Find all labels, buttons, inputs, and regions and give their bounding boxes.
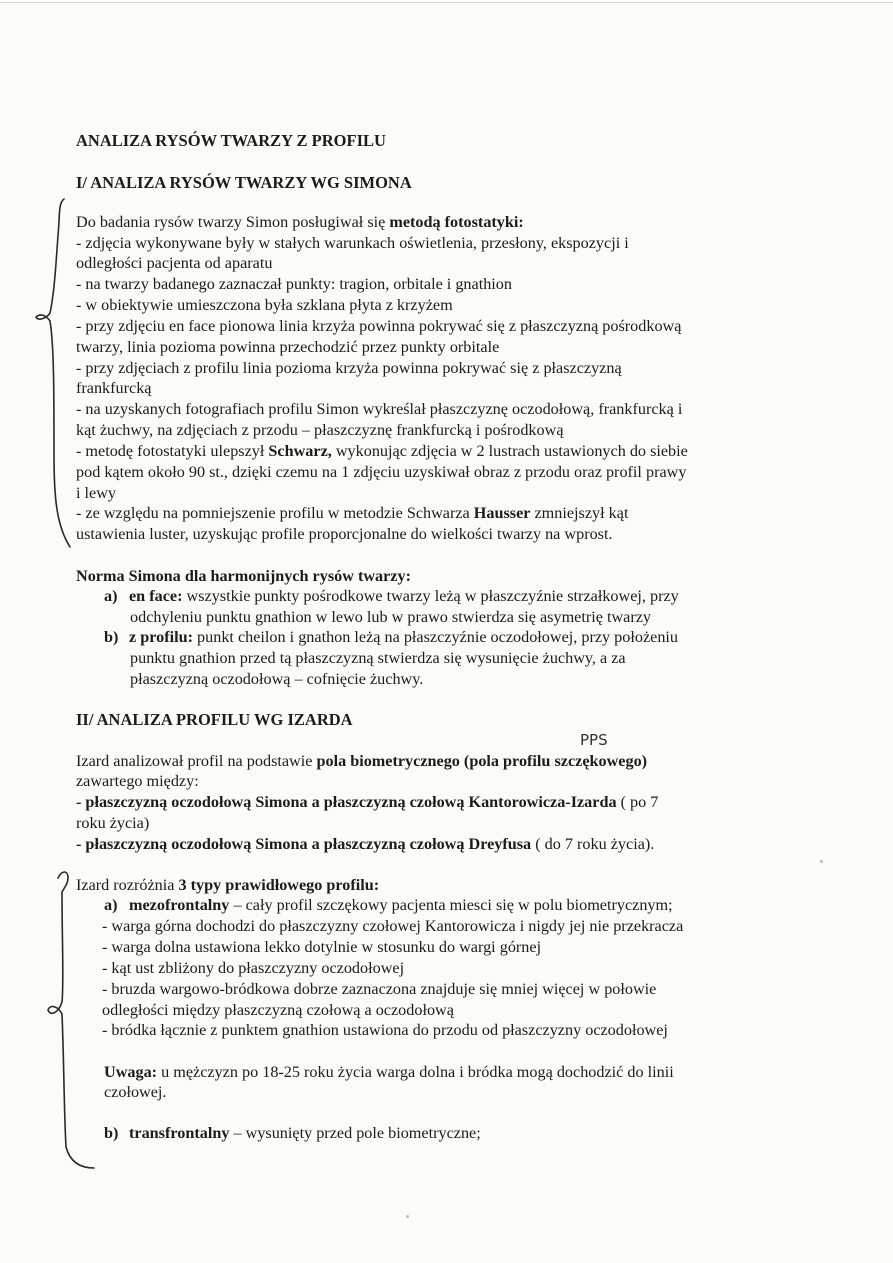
section1-heading: I/ ANALIZA RYSÓW TWARZY WG SIMONA [76, 173, 412, 192]
scan-speck [820, 860, 823, 863]
body-line: - kąt ust zbliżony do płaszczyzny oczodołowej [102, 959, 405, 977]
document-title: ANALIZA RYSÓW TWARZY Z PROFILU [76, 131, 386, 150]
body-line: - bródka łącznie z punktem gnathion ustawiona do przodu od płaszczyzny oczodołowej [102, 1021, 668, 1039]
hausser-line: - ze względu na pomniejszenie profilu w metodzie Schwarza Hausser zmniejszył kąt [76, 504, 629, 522]
body-line: odległości między płaszczyzną czołową a oczodołową [102, 1001, 454, 1019]
kantorowicz-line: - płaszczyzną oczodołową Simona a płaszczyzną czołową Kantorowicza-Izarda ( po 7 [76, 793, 659, 811]
handwritten-bracket-icon [20, 195, 80, 555]
body-line: - bruzda wargowo-bródkowa dobrze zaznaczona znajduje się mniej więcej w połowie [102, 980, 657, 998]
body-line: ustawienia luster, uzyskując profile proporcjonalne do wielkości twarzy na wprost. [76, 525, 613, 543]
body-line: - zdjęcia wykonywane były w stałych warunkach oświetlenia, przesłony, ekspozycji i [76, 234, 629, 252]
type-item-a: a) mezofrontalny – cały profil szczękowy pacjenta miesci się w polu biometrycznym; [104, 896, 673, 914]
norma-item-a: a) en face: wszystkie punkty pośrodkowe twarzy leżą w płaszczyźnie strzałkowej, przy [104, 587, 679, 605]
body-line: twarzy, linia pozioma powinna przechodzić przez punkty orbitale [76, 338, 500, 356]
body-line: - przy zdjęciu en face pionowa linia krzyża powinna pokrywać się z płaszczyzną pośrodkową [76, 317, 682, 335]
body-line: - na twarzy badanego zaznaczał punkty: tragion, orbitale i gnathion [76, 275, 512, 293]
body-line: czołowej. [104, 1083, 167, 1101]
dreyfus-line: - płaszczyzną oczodołową Simona a płaszczyzną czołową Dreyfusa ( do 7 roku życia). [76, 835, 655, 853]
scan-edge-line [0, 2, 893, 3]
body-line: odległości pacjenta od aparatu [76, 254, 273, 272]
body-line: punktu gnathion przed tą płaszczyzną stwierdza się wysunięcie żuchwy, a za [130, 649, 626, 667]
body-line: płaszczyzną oczodołową – cofnięcie żuchwy. [130, 670, 424, 688]
section2-heading: II/ ANALIZA PROFILU WG IZARDA [76, 710, 353, 729]
body-line: frankfurcką [76, 379, 152, 397]
type-item-b: b) transfrontalny – wysunięty przed pole biometryczne; [104, 1124, 481, 1142]
norma-item-b: b) z profilu: punkt cheilon i gnathon leżą na płaszczyźnie oczodołowej, przy położeniu [104, 628, 679, 646]
izard-line: Izard analizował profil na podstawie pola biometrycznego (pola profilu szczękowego) [76, 752, 648, 770]
types-line: Izard rozróżnia 3 typy prawidłowego profilu: [76, 876, 380, 894]
body-line: - na uzyskanych fotografiach profilu Simon wykreślał płaszczyznę oczodołową, frankfurcką i [76, 400, 683, 418]
body-line: i lewy [76, 484, 117, 502]
body-line: kąt żuchwy, na zdjęciach z przodu – płaszczyznę frankfurcką i pośrodkową [76, 421, 564, 439]
norma-heading: Norma Simona dla harmonijnych rysów twarzy: [76, 567, 411, 585]
body-line: - warga dolna ustawiona lekko dotylnie w stosunku do wargi górnej [102, 938, 542, 956]
schwarz-line: - metodę fotostatyki ulepszył Schwarz, wykonując zdjęcia w 2 lustrach ustawionych do siebie [76, 442, 688, 460]
body-line: pod kątem około 90 st., dzięki czemu na 1 zdjęciu uzyskiwał obraz z przodu oraz profil prawy [76, 463, 687, 481]
body-line: roku życia) [76, 814, 150, 832]
body-line: odchyleniu punktu gnathion w lewo lub w prawo stwierdza się asymetrię twarzy [130, 608, 652, 626]
handwritten-bracket-icon [28, 862, 98, 1182]
intro-line: Do badania rysów twarzy Simon posługiwał się metodą fotostatyki: [76, 213, 524, 231]
scan-speck [406, 1215, 409, 1218]
body-line: zawartego między: [76, 772, 199, 790]
body-line: - w obiektywie umieszczona była szklana płyta z krzyżem [76, 296, 453, 314]
body-line: - warga górna dochodzi do płaszczyzny czołowej Kantorowicza i nigdy jej nie przekracza [102, 917, 684, 935]
handwritten-note: PPS [580, 731, 608, 749]
body-line: - przy zdjęciach z profilu linia pozioma krzyża powinna pokrywać się z płaszczyzną [76, 359, 622, 377]
uwaga-line: Uwaga: u mężczyzn po 18-25 roku życia warga dolna i bródka mogą dochodzić do linii [104, 1063, 674, 1081]
